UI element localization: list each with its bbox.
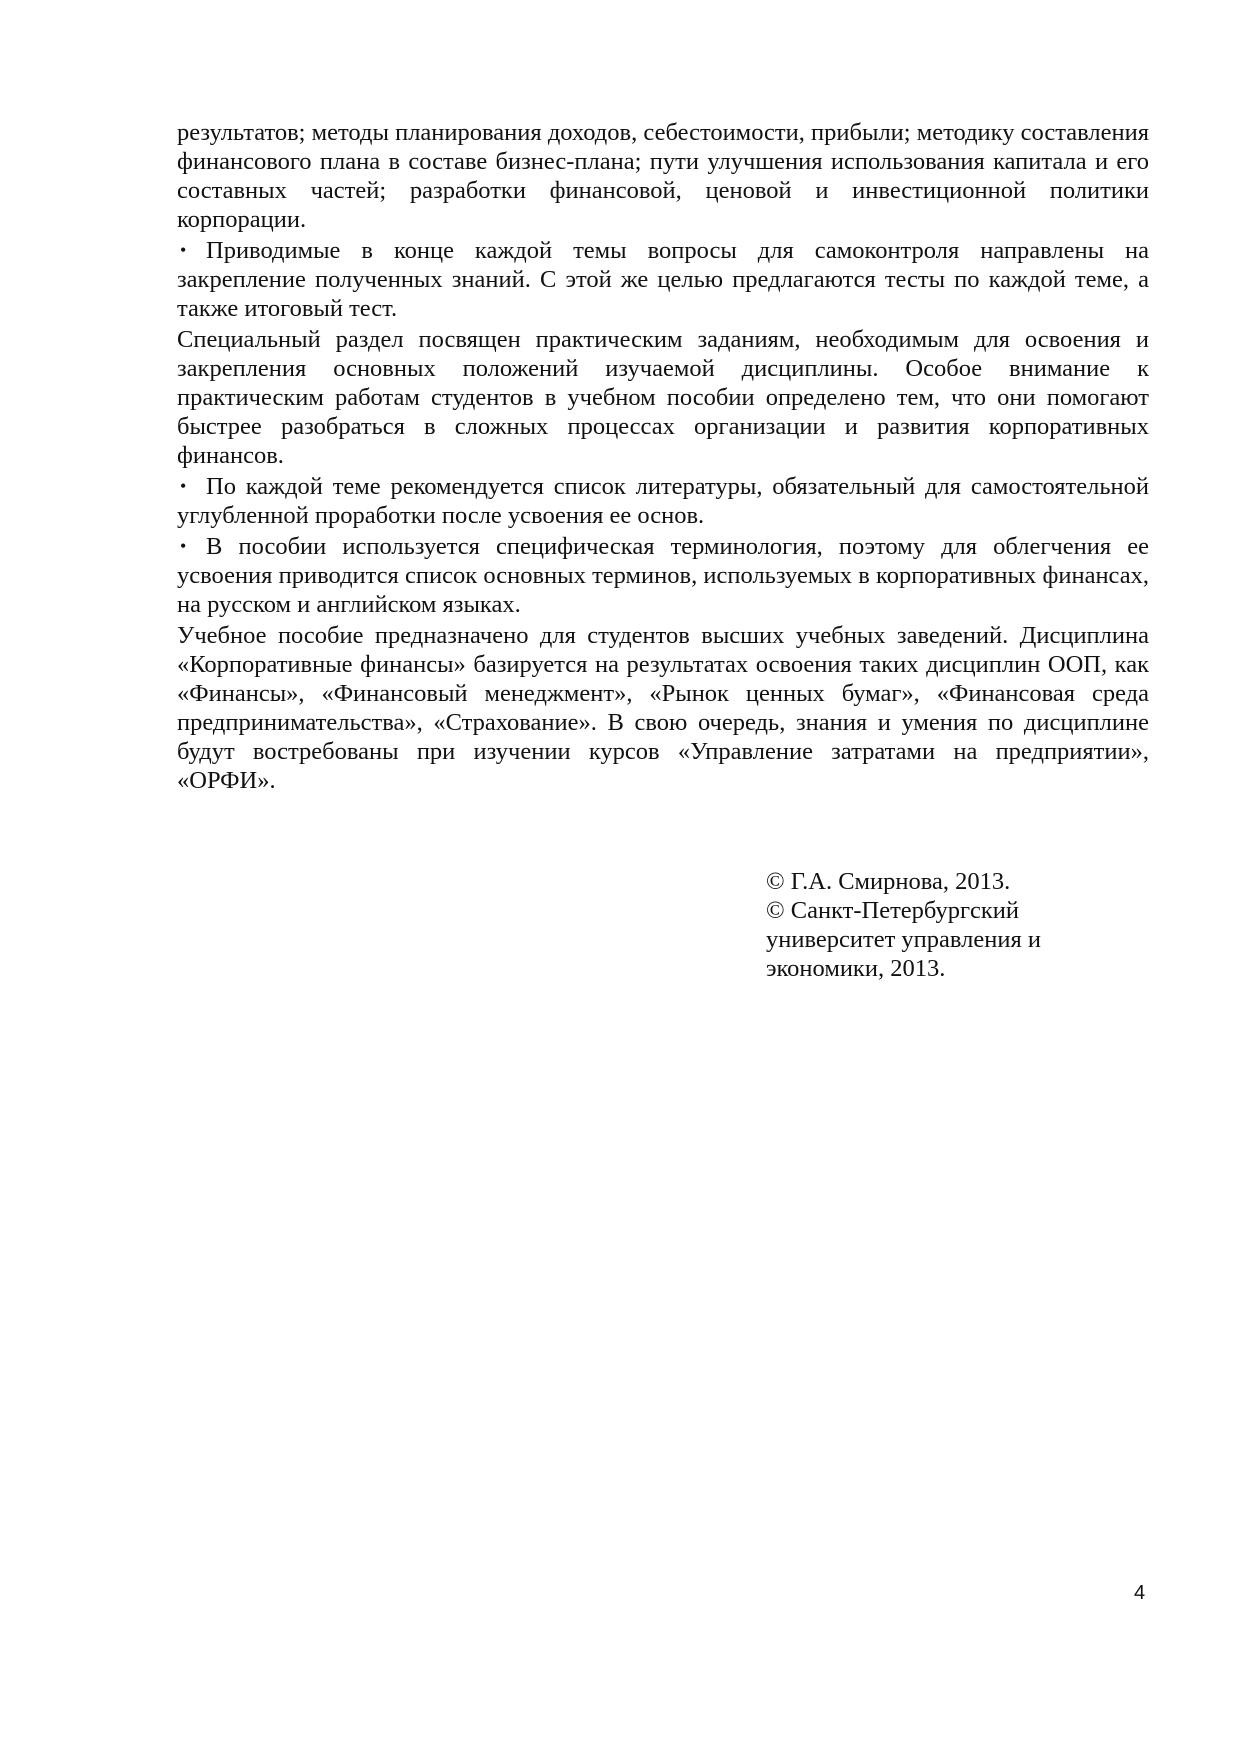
body-text (177, 118, 1149, 795)
bullet-text: Приводимые в конце каждой темы вопросы для самоконтроля направлены на закрепление полученных знаний. С этой же целью предлагаются тесты по каждой теме, а также итоговый тест. (177, 237, 1149, 322)
bullet-text: В пособии используется специфическая терминология, поэтому для облегчения ее усвоения приводится список основных терминов, используемых в корпоративных финансах, на русском и английском языках. (177, 533, 1149, 618)
bullet-text: По каждой теме рекомендуется список литературы, обязательный для самостоятельной углубленной проработки после усвоения ее основ. (177, 473, 1149, 529)
paragraph: Специальный раздел посвящен практическим заданиям, необходимым для освоения и закрепления основных положений изучаемой дисциплины. Особое внимание к практическим работам студентов в учебном пособии определено тем, что они помогают быстрее разобраться в сложных процессах организации и развития корпоративных финансов. (177, 326, 1149, 469)
copyright-line: © Г.А. Смирнова, 2013. (766, 868, 1011, 895)
bullet-paragraph (177, 532, 1149, 619)
bullet-icon: • (180, 536, 187, 556)
page-number: 4 (1134, 1582, 1146, 1604)
copyright-block (766, 867, 1041, 983)
bullet-icon: • (180, 476, 187, 496)
bullet-paragraph (177, 472, 1149, 530)
copyright-line: © Санкт-Петербургский (766, 897, 1019, 924)
paragraph: результатов; методы планирования доходов, себестоимости, прибыли; методику составления финансового плана в составе бизнес-плана; пути улучшения использования капитала и его составных частей; разработки финансовой, ценовой и инвестиционной политики корпорации. (177, 119, 1149, 233)
copyright-line: экономики, 2013. (766, 955, 946, 982)
bullet-icon: • (180, 240, 187, 260)
bullet-paragraph (177, 236, 1149, 323)
copyright-line: университет управления и (766, 926, 1041, 953)
paragraph: Учебное пособие предназначено для студентов высших учебных заведений. Дисциплина «Корпоративные финансы» базируется на результатах освоения таких дисциплин ООП, как «Финансы», «Финансовый менеджмент», «Рынок ценных бумаг», «Финансовая среда предпринимательства», «Страхование». В свою очередь, знания и умения по дисциплине будут востребованы при изучении курсов «Управление затратами на предприятии», «ОРФИ». (177, 622, 1149, 794)
